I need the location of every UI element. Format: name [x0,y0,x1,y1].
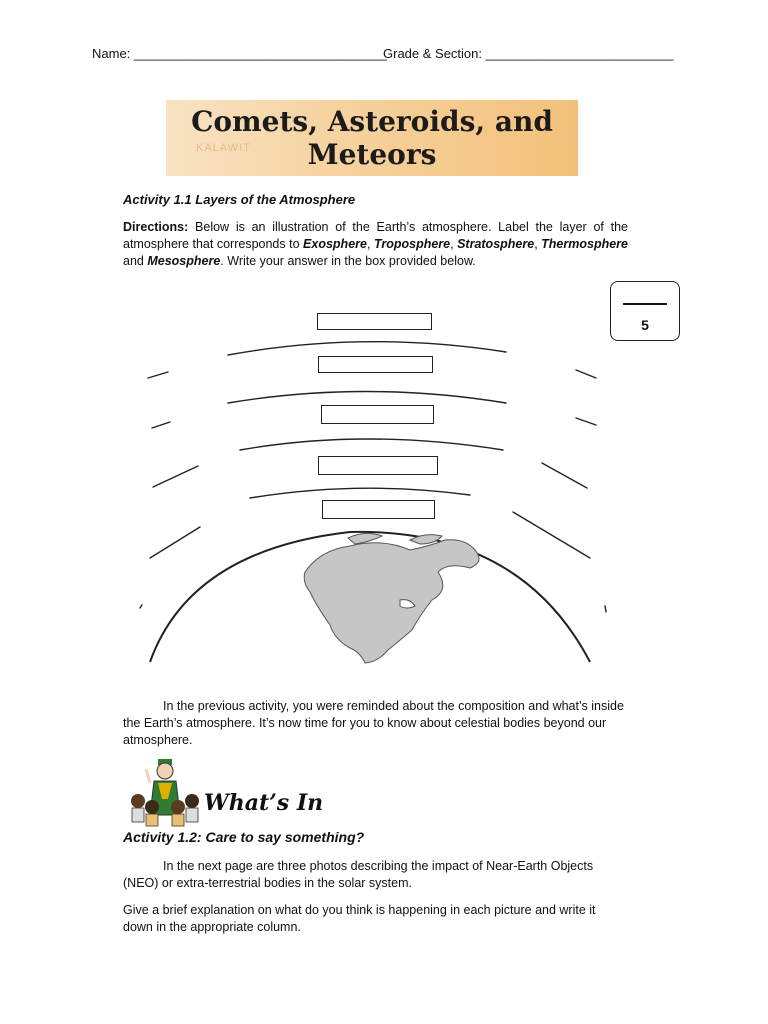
score-blank-line [623,303,667,305]
separator: , [534,237,542,251]
answer-box-4[interactable] [318,456,438,475]
atmosphere-tick [153,466,198,487]
layer-stratosphere: Stratosphere [457,237,535,251]
layer-thermosphere: Thermosphere [541,237,628,251]
activity-1-1-title: Activity 1.1 Layers of the Atmosphere [123,192,356,207]
title-banner [166,100,578,176]
atmosphere-tick [152,422,170,428]
layer-mesosphere: Mesosphere [147,254,221,268]
whats-in-heading: What’s In [204,790,324,816]
teacher-students-icon [128,755,202,827]
directions-part-2: . Write your answer in the box provided below. [220,254,476,268]
atmosphere-tick [605,606,606,612]
atmosphere-tick [513,512,590,558]
atmosphere-tick [576,418,596,425]
layer-exosphere: Exosphere [303,237,367,251]
activity-1-2-title: Activity 1.2: Care to say something? [123,829,365,845]
atmosphere-tick [140,605,142,608]
activity-1-2-paragraph-2: Give a brief explanation on what do you think is happening in each picture and write it down in the appropriate column. [123,903,596,934]
score-total: 5 [641,317,649,333]
score-box [610,281,680,341]
atmosphere-tick [542,463,587,488]
answer-box-2[interactable] [318,356,433,373]
atmosphere-tick [148,372,168,378]
separator: , [366,237,374,251]
answer-box-5[interactable] [322,500,435,519]
name-field [92,46,387,61]
atmosphere-arc [240,439,503,450]
separator: , [450,237,458,251]
directions-label: Directions: [123,220,189,234]
name-label: Name: [92,46,131,61]
separator: and [123,254,148,268]
directions-part-1: Below is an illustration of the Earth’s atmosphere. Label the layer of the atmosphere that corresponds to [123,220,628,251]
banner-watermark: KALAWIT [196,142,251,154]
transition-paragraph: In the previous activity, you were reminded about the composition and what’s inside the Earth’s atmosphere. It’s now time for you to know about celestial bodies beyond our atmosphere. [123,699,624,747]
activity-1-2-paragraph-1: In the next page are three photos describing the impact of Near-Earth Objects (NEO) or extra-terrestrial bodies in the solar system. [123,859,594,890]
page-title-line2: Meteors [307,138,437,171]
name-blank: ___________________________________ [133,46,387,61]
atmosphere-arc [250,488,470,498]
atmosphere-arc [228,342,506,355]
grade-section-label: Grade & Section: [383,46,482,61]
page-title-line1: Comets, Asteroids, and [191,105,553,138]
answer-box-1[interactable] [317,313,432,330]
directions-text [123,219,628,270]
atmosphere-tick [150,527,200,558]
earth-globe [150,532,590,663]
grade-section-blank: __________________________ [485,46,674,61]
layer-troposphere: Troposphere [373,237,451,251]
atmosphere-arc [228,392,506,404]
grade-section-field [383,46,674,61]
answer-box-3[interactable] [321,405,434,424]
atmosphere-tick [576,370,596,378]
